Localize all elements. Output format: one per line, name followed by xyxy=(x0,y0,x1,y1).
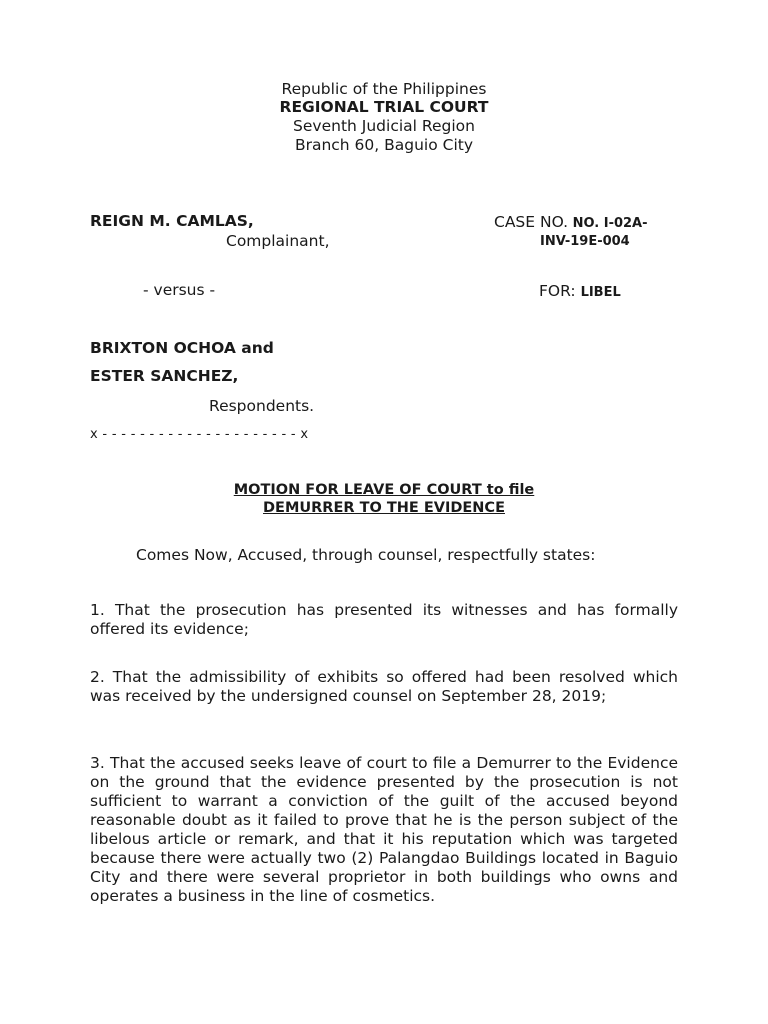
motion-title-line-2: DEMURRER TO THE EVIDENCE xyxy=(263,500,505,516)
respondent-2: ESTER SANCHEZ, xyxy=(90,367,239,385)
court-header-rtc: REGIONAL TRIAL COURT xyxy=(279,98,489,116)
complainant-role: Complainant, xyxy=(226,232,330,250)
motion-intro: Comes Now, Accused, through counsel, respectfully states: xyxy=(136,546,596,564)
case-number-label: CASE NO. xyxy=(494,213,569,231)
court-header-region: Seventh Judicial Region xyxy=(293,117,475,135)
case-nature-label: FOR: xyxy=(539,282,581,300)
motion-title-line-1: MOTION FOR LEAVE OF COURT to file xyxy=(233,482,535,498)
respondent-1: BRIXTON OCHOA and xyxy=(90,339,274,357)
case-number xyxy=(494,212,648,231)
court-header-branch: Branch 60, Baguio City xyxy=(294,136,474,154)
case-number-value-1: NO. I-02A- xyxy=(568,216,648,231)
paragraph-1: 1. That the prosecution has presented its witnesses and has formally offered its evidence; xyxy=(90,601,678,638)
paragraph-2: 2. That the admissibility of exhibits so offered had been resolved which was received by the undersigned counsel on September 28, 2019; xyxy=(90,668,678,705)
case-nature-value: LIBEL xyxy=(580,285,621,300)
case-number-value-2: INV-19E-004 xyxy=(540,234,630,249)
caption-separator: x - - - - - - - - - - - - - - - - - - - - - x xyxy=(90,427,309,442)
case-nature xyxy=(539,281,621,300)
respondent-role: Respondents. xyxy=(209,397,315,415)
versus: - versus - xyxy=(143,281,216,299)
paragraph-3: 3. That the accused seeks leave of court to file a Demurrer to the Evidence on the ground that the evidence presented by the prosecution is not sufficient to warrant a conviction of the guilt of the accused beyond reasonable doubt as it failed to prove that he is the person subject of the libelous article or remark, and that it his reputation which was targeted because there were actually two (2) Palangdao Buildings located in Baguio City and there were several proprietor in both buildings who owns and operates a business in the line of cosmetics. xyxy=(90,754,678,905)
complainant-name: REIGN M. CAMLAS, xyxy=(90,212,254,230)
court-header-republic: Republic of the Philippines xyxy=(281,80,487,98)
